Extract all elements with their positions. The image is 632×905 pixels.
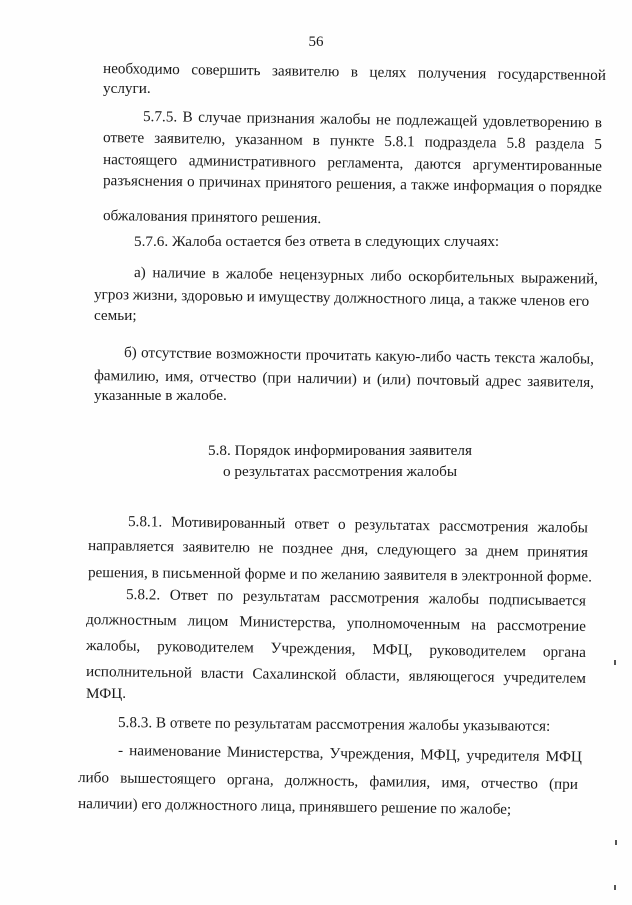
text-line: должностным лицом Министерства, уполномоченным на рассмотрение [85, 611, 587, 635]
text-line: семьи; [94, 307, 137, 324]
text-line: МФЦ. [86, 685, 127, 702]
scan-mark [614, 885, 616, 890]
text-line: настоящего административного регламента, даются аргументированные [102, 151, 603, 175]
text-line: либо вышестоящего органа, должность, фамилия, имя, отчество (при [77, 769, 579, 793]
text-line: 5.8.2. Ответ по результатам рассмотрения жалобы подписывается [125, 586, 587, 610]
scan-mark [614, 660, 616, 665]
text-line: 5.7.6. Жалоба остается без ответа в следующих случаях: [134, 233, 500, 250]
text-line: угроз жизни, здоровью и имуществу должностного лица, а также членов его [93, 286, 590, 310]
text-line: а) наличие в жалобе нецензурных либо оскорбительных выражений, [133, 264, 599, 288]
text-line: жалобы, руководителем Учреждения, МФЦ, руководителем органа [85, 637, 587, 661]
section-heading: о результатах рассмотрения жалобы [222, 463, 458, 480]
section-heading: 5.8. Порядок информирования заявителя [208, 442, 472, 459]
text-line: наличии) его должностного лица, принявшего решение по жалобе; [77, 795, 512, 819]
text-line: фамилию, имя, отчество (при наличии) и (или) почтовый адрес заявителя, [93, 367, 595, 391]
scan-mark [615, 840, 617, 845]
text-line: 5.8.3. В ответе по результатам рассмотрения жалобы указываются: [117, 714, 551, 735]
text-line: 5.7.5. В случае признания жалобы не подлежащей удовлетворению в [142, 108, 603, 132]
text-line: ответе заявителю, указанном в пункте 5.8.1 подраздела 5.8 раздела 5 [102, 129, 603, 153]
text-line: б) отсутствие возможности прочитать какую-либо часть текста жалобы, [123, 344, 595, 368]
text-line: разъяснения о причинах принятого решения, а также информация о порядке [102, 172, 603, 196]
text-line: указанные в жалобе. [94, 387, 227, 404]
text-line: направляется заявителю не позднее дня, следующего за днем принятия [87, 537, 589, 561]
text-line: 5.8.1. Мотивированный ответ о результатах рассмотрения жалобы [127, 513, 589, 537]
text-line: решения, в письменной форме и по желанию заявителя в электронной форме. [87, 564, 593, 586]
text-line: исполнительной власти Сахалинской области, являющегося учредителем [85, 663, 587, 687]
page-number: 56 [308, 34, 324, 50]
text-line: услуги. [103, 80, 151, 97]
text-line: обжалования принятого решения. [102, 207, 322, 228]
text-line: необходимо совершить заявителю в целях получения государственной [102, 60, 607, 85]
text-line: - наименование Министерства, Учреждения, МФЦ, учредителя МФЦ [117, 742, 583, 766]
